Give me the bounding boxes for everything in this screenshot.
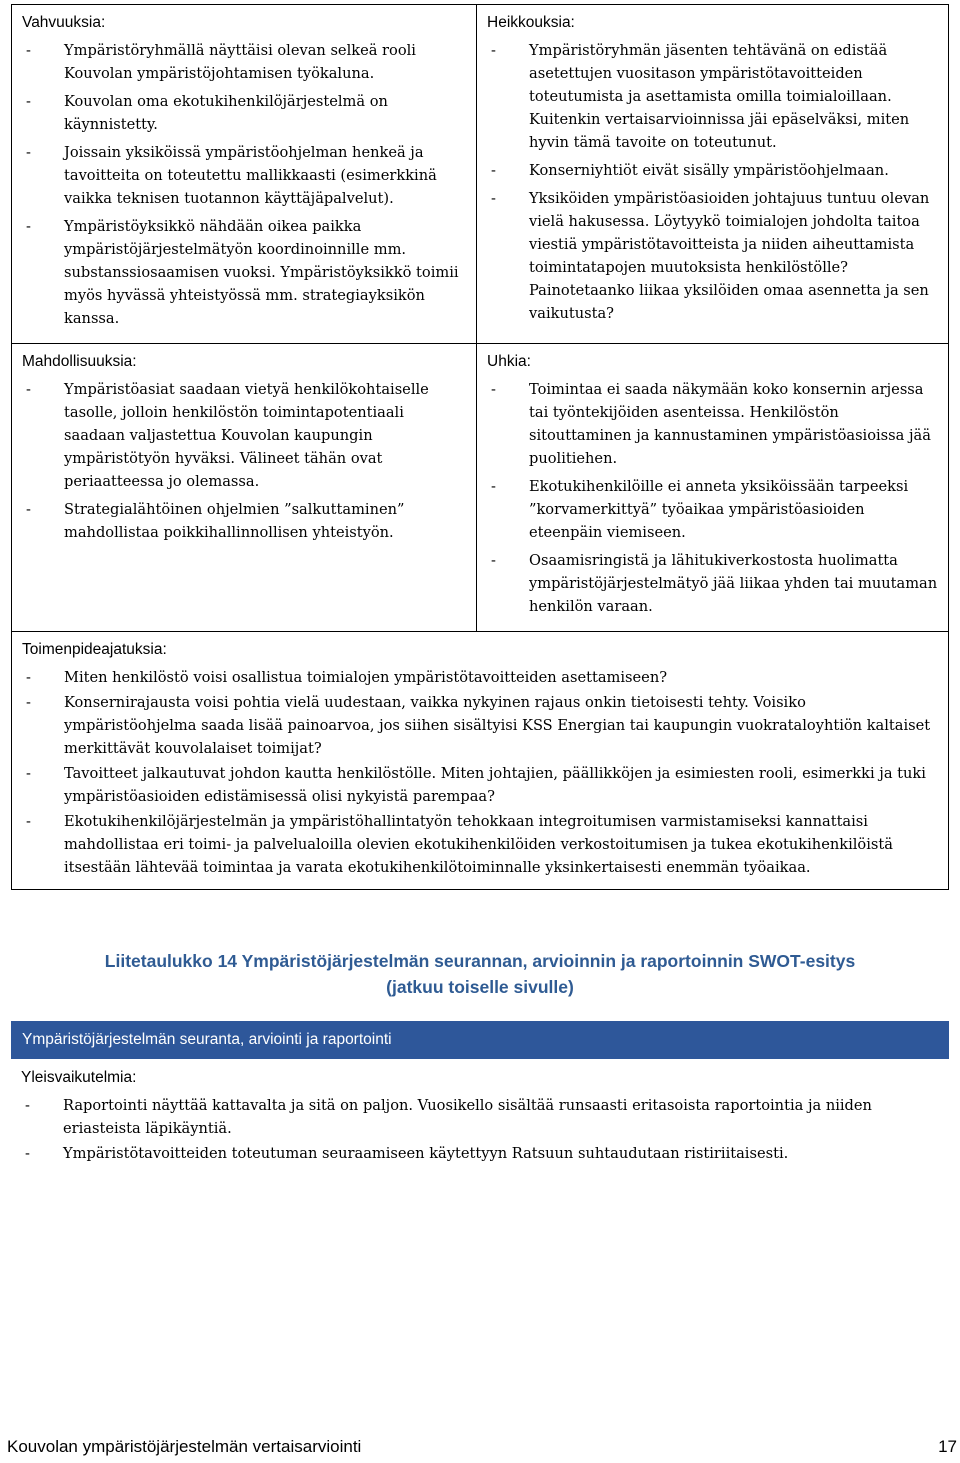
actions-heading: Toimenpideajatuksia: — [22, 641, 167, 658]
table-caption — [0, 948, 960, 1000]
list-item: - Strategialähtöinen ohjelmien ”salkuttaminen” mahdollistaa poikkihallinnollisen yhteistyön. — [26, 501, 405, 541]
strengths-list — [22, 39, 466, 330]
list-item: - Osaamisringistä ja lähitukiverkostosta huolimatta ympäristöjärjestelmätyö jää liikaa yhden tai muutaman henkilön varaan. — [491, 552, 938, 615]
list-item: - Kouvolan oma ekotukihenkilöjärjestelmä on käynnistetty. — [26, 93, 388, 133]
actions-cell — [12, 632, 949, 890]
list-item: - Konserniyhtiöt eivät sisälly ympäristöohjelmaan. — [491, 162, 889, 179]
page-footer — [7, 1437, 957, 1457]
list-item: - Ekotukihenkilöille ei anneta yksiköissään tarpeeksi ”korvamerkittyä” työaikaa ympäristöasioiden eteenpäin viemiseen. — [491, 478, 909, 541]
threats-list — [487, 378, 938, 618]
list-item: - Ekotukihenkilöjärjestelmän ja ympäristöhallintatyön tehokkaan integroitumisen varmistamiseksi kannattaisi mahdollistaa eri toimi- ja palvelualoilla olevien ekotukihenkilöiden verkostoitumisen ja tukea ekotukihenkilöistä itsestään lähtevää toimintaa ja varata ekotukihenkilötoiminnalle yksinkertaisesti enemmän työaikaa. — [26, 813, 893, 876]
weaknesses-list — [487, 39, 938, 325]
section-title-bar: Ympäristöjärjestelmän seuranta, arviointi ja raportointi — [12, 1022, 949, 1059]
list-item: - Toimintaa ei saada näkymään koko konsernin arjessa tai työntekijöiden asenteissa. Henkilöstön sitouttaminen ja kannustaminen ympäristöasioissa jää puolitiehen. — [491, 381, 931, 467]
list-item: - Tavoitteet jalkautuvat johdon kautta henkilöstölle. Miten johtajien, päällikköjen ja esimiesten rooli, esimerkki ja tuki ympäristöasioiden edistämisessä olisi nykyistä parempaa? — [26, 765, 926, 805]
report-section-body — [21, 1066, 941, 1167]
list-item: - Konsernirajausta voisi pohtia vielä uudestaan, vaikka nykyinen rajaus onkin tietoisesti tehty. Voisiko ympäristöohjelma saada lisää painoarvoa, jos siihen sisältyisi KSS Energian tai kaupungin vuokrataloyhtiön kaltaiset merkittävät kouvolalaiset toimijat? — [26, 694, 931, 757]
list-item: - Ympäristötavoitteiden toteutuman seuraamiseen käytettyyn Ratsuun suhtaudutaan ristiriitaisesti. — [25, 1145, 789, 1162]
list-item: - Ympäristöryhmän jäsenten tehtävänä on edistää asetettujen vuositason ympäristötavoitteiden toteutumista ja asettamista omilla toimialoillaan. Kuitenkin vertaisarvioinnissa jäi epäselväksi, miten hyvin tämä tavoite on toteutunut. — [491, 42, 910, 151]
threats-cell — [477, 344, 949, 632]
report-section-header — [11, 1021, 949, 1059]
general-impressions-heading: Yleisvaikutelmia: — [21, 1069, 137, 1086]
threats-heading: Uhkia: — [487, 353, 531, 370]
list-item: - Joissain yksiköissä ympäristöohjelman henkeä ja tavoitteita on toteutettu mallikkaasti (esimerkkinä vaikka teknisen tuotannon käyttäjäpalvelut). — [26, 144, 437, 207]
footer-title: Kouvolan ympäristöjärjestelmän vertaisarviointi — [7, 1437, 362, 1456]
list-item: - Ympäristöasiat saadaan vietyä henkilökohtaiselle tasolle, jolloin henkilöstön toimintapotentiaali saadaan valjastettua Kouvolan kaupungin ympäristötyön hyväksi. Välineet tähän ovat periaatteessa jo olemassa. — [26, 381, 429, 490]
opportunities-cell — [12, 344, 477, 632]
general-impressions-list — [21, 1094, 941, 1165]
weaknesses-cell — [477, 5, 949, 344]
opportunities-list — [22, 378, 466, 544]
caption-continued: (jatkuu toiselle sivulle) — [386, 977, 574, 997]
list-item: - Raportointi näyttää kattavalta ja sitä on paljon. Vuosikello sisältää runsaasti eritasoista raportointia ja niiden eriasteista läpikäyntiä. — [25, 1097, 872, 1137]
swot-table — [11, 4, 949, 890]
weaknesses-heading: Heikkouksia: — [487, 14, 575, 31]
strengths-cell — [12, 5, 477, 344]
actions-list — [22, 666, 938, 879]
strengths-heading: Vahvuuksia: — [22, 14, 106, 31]
caption-title: Liitetaulukko 14 Ympäristöjärjestelmän seurannan, arvioinnin ja raportoinnin SWOT-esitys — [104, 951, 856, 971]
page-number: 17 — [938, 1437, 957, 1456]
list-item: - Miten henkilöstö voisi osallistua toimialojen ympäristötavoitteiden asettamiseen? — [26, 669, 668, 686]
list-item: - Ympäristöyksikkö nähdään oikea paikka ympäristöjärjestelmätyön koordinoinnille mm. substanssiosaamisen vuoksi. Ympäristöyksikkö toimii myös hyvässä yhteistyössä mm. strategiayksikön kanssa. — [26, 218, 459, 327]
list-item: - Ympäristöryhmällä näyttäisi olevan selkeä rooli Kouvolan ympäristöjohtamisen työkaluna. — [26, 42, 416, 82]
opportunities-heading: Mahdollisuuksia: — [22, 353, 137, 370]
list-item: - Yksiköiden ympäristöasioiden johtajuus tuntuu olevan vielä hakusessa. Löytyykö toimialojen johdolta taitoa viestiä ympäristötavoitteista ja niiden aiheuttamista toimintatapojen muutoksista henkilöstölle? Painotetaanko liikaa yksilöiden omaa asennetta ja sen vaikutusta? — [491, 190, 930, 322]
